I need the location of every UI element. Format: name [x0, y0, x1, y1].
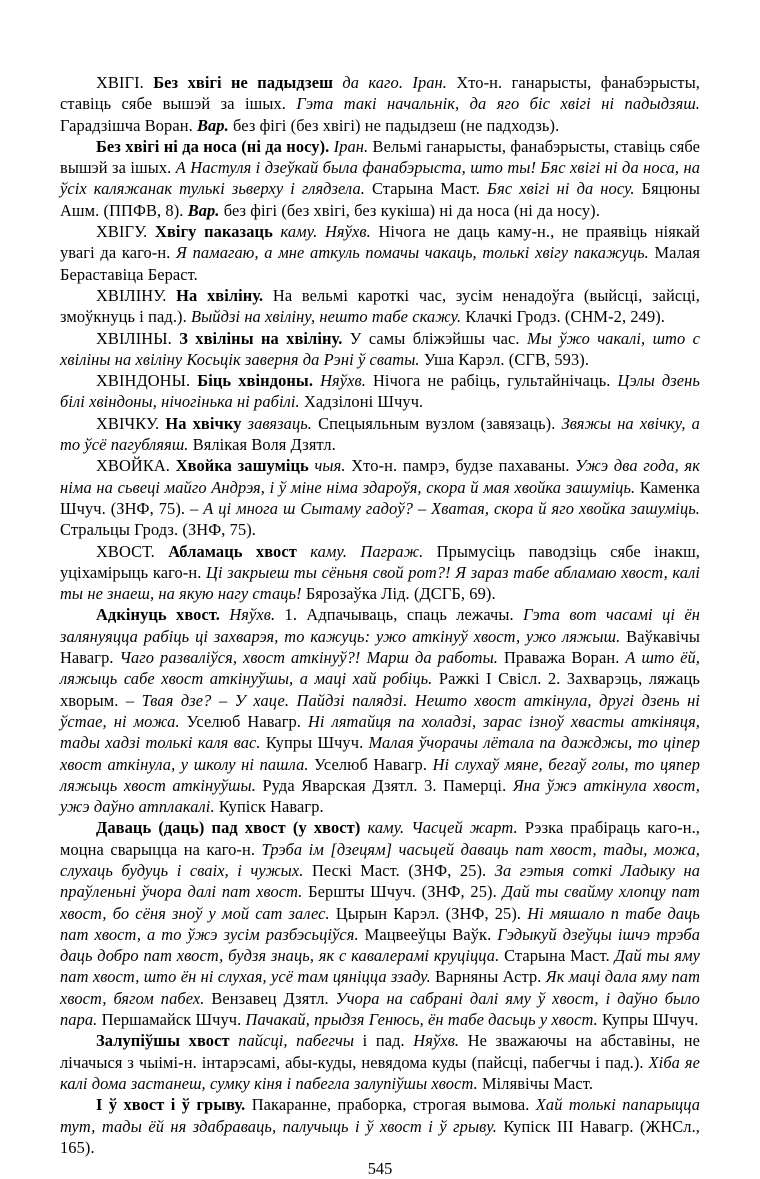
text-run: Адкінуць хвост. [96, 605, 230, 625]
text-run: На хвіліну. [176, 285, 273, 305]
text-run: Уселюб Навагр. [186, 711, 308, 731]
text-run: Нічога не рабіць, гультайнічаць. [372, 371, 618, 391]
text-run: Першамайск Шчуч. [101, 1010, 246, 1030]
text-run: Вензавец Дзятл. [211, 988, 336, 1008]
text-run: Хай толькі папарыцца тут, тады ёй ня здабраваць, палучыць і ў хвост і ў грыву. [60, 1095, 701, 1136]
text-run: Хвігу паказаць [155, 222, 281, 242]
text-run: ХВІЧКУ. [96, 413, 166, 433]
dictionary-entry [60, 1094, 700, 1158]
dictionary-entry [60, 72, 700, 136]
text-run: Хто-н. памрэ, будзе пахаваны. [351, 456, 576, 476]
text-run: Гэта такі начальнік, да яго біс хвігі ні падыдзяш. [296, 94, 700, 114]
dictionary-entry [60, 541, 700, 605]
text-run: Звяжы на хвічку, а то ўсё пагубляяш. [60, 413, 700, 455]
text-run: Няўхв. [413, 1031, 468, 1051]
text-run: За гэтыя соткі Ладыку на праўленьні ўчора далі пат хвост. [60, 860, 701, 902]
text-run: каму. Паграж. [310, 541, 437, 561]
dictionary-entry [60, 221, 700, 285]
dictionary-entry [60, 604, 700, 817]
text-run: каму. Няўхв. [280, 222, 379, 242]
text-run: ХВІГІ. [96, 73, 154, 92]
text-run: ХВОЙКА. [96, 456, 176, 476]
text-run: Няўхв. [229, 605, 285, 625]
dictionary-entry [60, 455, 700, 540]
text-run: Вялікая Воля Дзятл. [192, 435, 336, 455]
text-run: Учора на сабрані далі яму ў хвост, і даўно было пара. [60, 988, 700, 1030]
text-run: пайсці, пабегчы [238, 1031, 363, 1051]
text-run: Спецыяльным вузлом (завязаць). [318, 413, 562, 433]
dictionary-entry [60, 1030, 700, 1094]
text-run: Мы ўжо чакалі, што с хвіліны на хвіліну Косьцік заверня да Рэні ў сваты. [60, 328, 701, 369]
text-run: Вар. [187, 200, 224, 220]
text-run: Купіск Навагр. [218, 797, 324, 817]
text-run: Бершты Шчуч. (ЗНФ, 25). [308, 882, 503, 902]
text-run: Без хвігі ні да носа (ні да носу). [96, 136, 334, 156]
text-run: Малая ўчорачы лётала па дажджы, то ціпер хвост аткінула, у школу ні пашла. [60, 733, 700, 774]
text-run: завязаць. [247, 413, 319, 433]
text-run: Прымусіць паводзіць сябе інакш, уціхамірыць каго-н. [60, 541, 700, 582]
text-run: Старына Маст. [504, 946, 615, 966]
text-run: Мацвееўцы Ваўк. [364, 924, 498, 944]
text-run: На хвічку [165, 413, 248, 433]
dictionary-entry [60, 370, 700, 413]
text-run: ХВІНДОНЫ. [96, 371, 198, 391]
text-run: Біць хвіндоны. [197, 371, 321, 391]
text-run: Дай ты свайму хлопцу пат хвост, бо сёня зноў у мой сат залес. [60, 882, 700, 923]
text-run: да каго. Іран. [342, 73, 457, 92]
text-run: З хвіліны на хвіліну. [179, 328, 350, 348]
text-run: Каменка Шчуч. (ЗНФ, 75). [60, 477, 700, 518]
text-run: Чаго разваліўся, хвост аткінуў?! Марш да работы. [119, 648, 504, 668]
text-run: Ні слухаў мяне, бегаў голы, то цяпер ляжыць хвост аткінуўшы. [60, 754, 700, 795]
text-run: Ні мяшало п табе даць пат хвост, а то ўжэ зусім разбэсьціўся. [60, 903, 700, 944]
text-run: і пад. [362, 1031, 414, 1051]
text-run: Вар. [196, 115, 234, 135]
text-run: Бяс хвігі ні да носу. [487, 179, 642, 199]
text-run: ХВІГУ. [96, 222, 156, 242]
text-run: Ні лятайця па холадзі, зарас ізноў хвасты аткіняця, тады хадзі толькі каля вас. [60, 711, 700, 753]
text-run: Рэзка прабіраць каго-н., моцна сварыцца на каго-н. [60, 818, 701, 859]
text-run: Старына Маст. [371, 179, 487, 199]
text-run: ХВІЛІНЫ. [96, 328, 180, 348]
text-run: Ваўкавічы Навагр. [60, 626, 700, 668]
text-run: І ў хвост і ў грыву. [96, 1095, 252, 1115]
text-run: У самы бліжэйшы час. [349, 328, 527, 348]
text-run: ХВІЛІНУ. [96, 285, 177, 305]
text-run: Купры Шчуч. [602, 1010, 699, 1030]
text-run: Мілявічы Маст. [481, 1073, 594, 1093]
text-run: А Настуля і дзеўкай была фанабэрыста, што ты! Бяс хвігі ні да носа, на ўсіх каляжанак тулькі зьверху і глядзела. [60, 158, 701, 199]
text-run: Трэба ім [дзецям] часьцей даваць пат хвост, тады, можа, слухаць будуць і сваіх, і чужых. [60, 839, 700, 880]
text-run: ХВОСТ. [96, 541, 169, 561]
text-run: Купіск ІІІ Навагр. (ЖНСл., 165). [60, 1116, 700, 1157]
dictionary-entry [60, 328, 700, 371]
text-run: Гарадзішча Воран. [60, 115, 197, 135]
text-run: Даваць (даць) пад хвост (у хвост) [96, 818, 368, 838]
text-run: На вельмі кароткі час, зусім ненадоўга (выйсці, зайсці, змоўкнуць і пад.). [60, 285, 700, 327]
text-run: Стральцы Гродз. (ЗНФ, 75). [60, 520, 256, 540]
entries-container [60, 72, 700, 1158]
text-run: Выйдзі на хвіліну, нешто табе скажу. [190, 307, 466, 327]
text-run: Малая Бераставіца Бераст. [60, 243, 700, 284]
text-run: без фігі (без хвігі, без кукіша) ні да носа (ні да носу). [223, 200, 600, 220]
text-run: Цэлы дзень білі хвіндоны, нічогінька ні рабілі. [60, 371, 700, 412]
dictionary-entry [60, 136, 700, 221]
text-run: Цырын Карэл. (ЗНФ, 25). [335, 903, 528, 923]
text-run: Праважа Воран. [503, 648, 626, 668]
text-run: Хвойка зашуміць [175, 456, 315, 476]
text-run: Пескі Маст. (ЗНФ, 25). [311, 860, 495, 880]
text-run: Гэдыкуй дзеўцы ішчэ трэба даць добро пат хвост, будзя знаць, як с кавалерамі круціцца. [60, 924, 700, 966]
text-run: Не зважаючы на абставіны, не лічачыся з чыімі-н. інтарэсамі, абы-куды, невядома куды (пайсці, пабегчы і пад.). [60, 1031, 700, 1072]
text-run: Уша Карэл. (СГВ, 593). [423, 349, 590, 369]
page-number: 545 [367, 1159, 393, 1179]
text-run: чыя. [314, 456, 352, 476]
text-run: Пакаранне, праборка, строгая вымова. [251, 1095, 536, 1115]
text-run: Ражкі І Свісл. 2. Захварэць, ляжаць хворым. [60, 669, 700, 710]
text-run: Абламаць хвост [168, 541, 311, 561]
text-run: без фігі (без хвігі) не падыдзеш (не падходзь). [233, 115, 560, 135]
text-run: А што ёй, ляжыць сабе хвост аткінуўшы, а маці хай робіць. [60, 648, 700, 689]
text-run: Без хвігі не падыдзеш [153, 73, 343, 92]
dictionary-entry [60, 413, 700, 456]
text-run: Хто-н. ганарысты, фанабэрысты, ставіць сябе вышэй за ішых. [60, 73, 701, 114]
text-run: Варняны Астр. [435, 967, 546, 987]
text-run: Ці закрыеш ты сёньня свой рот?! Я зараз табе абламаю хвост, калі ты не знаеш, на якую нагу стаць! [60, 562, 700, 604]
text-run: – А ці многа ш Сытаму гадоў? – Хватая, скора й яго хвойка зашуміць. [190, 498, 700, 518]
text-run: Дай ты яму пат хвост, што ён ні слухая, усё там цяніцца ззаду. [60, 946, 701, 987]
text-run: Хадзілоні Шчуч. [303, 392, 424, 412]
text-run: Няўхв. [320, 371, 373, 391]
text-run: Яна ўжэ аткінула хвост, ужэ даўно атплакалі. [60, 775, 700, 817]
text-run: каму. Часцей жарт. [367, 818, 525, 838]
text-run: Я памагаю, а мне аткуль помачы чакаць, толькі хвігу пакажуць. [176, 243, 655, 263]
dictionary-entry [60, 817, 700, 1030]
text-run: Залупіўшы хвост [96, 1031, 239, 1051]
text-run: Пачакай, прыдзя Генюсь, ён табе дасьць у хвост. [245, 1010, 602, 1030]
text-run: Клачкі Гродз. (СНМ-2, 249). [465, 307, 665, 327]
text-run: Хіба яе калі дома застанеш, сумку кіня і пабегла залупіўшы хвост. [60, 1052, 700, 1093]
text-run: Іран. [333, 136, 373, 156]
text-run: 1. Адпачываць, спаць лежачы. [284, 605, 524, 625]
text-run: Бяцюны Ашм. (ППФВ, 8). [60, 179, 700, 220]
text-run: Як маці дала яму пат хвост, бягом пабех. [60, 967, 701, 1008]
text-run: Купры Шчуч. [265, 733, 369, 753]
text-run: – Твая дзе? – У хаце. Пайдзі палядзі. Нешто хвост аткінула, другі дзень ні ўстае, ні можа. [60, 690, 700, 731]
text-run: Нічога не даць каму-н., не праявіць ніякай увагі да каго-н. [60, 222, 700, 263]
text-run: Уселюб Навагр. [314, 754, 433, 774]
text-run: Вельмі ганарысты, фанабэрысты, ставіць сябе вышэй за ішых. [60, 136, 701, 178]
text-run: Бярозаўка Лід. (ДСГБ, 69). [305, 584, 496, 604]
text-run: Ужэ два года, як німа на сьвеці майго Андрэя, і ў міне німа здароўя, скора й мая хвойка зашуміць. [60, 456, 701, 497]
dictionary-entry [60, 285, 700, 328]
text-run: Руда Яварская Дзятл. 3. Памерці. [262, 775, 513, 795]
text-run: Гэта вот часамі ці ён залянуяцца рабіць ці захварэя, то кажуць: ужо аткінуў хвост, ужо ляжыш. [60, 605, 700, 646]
